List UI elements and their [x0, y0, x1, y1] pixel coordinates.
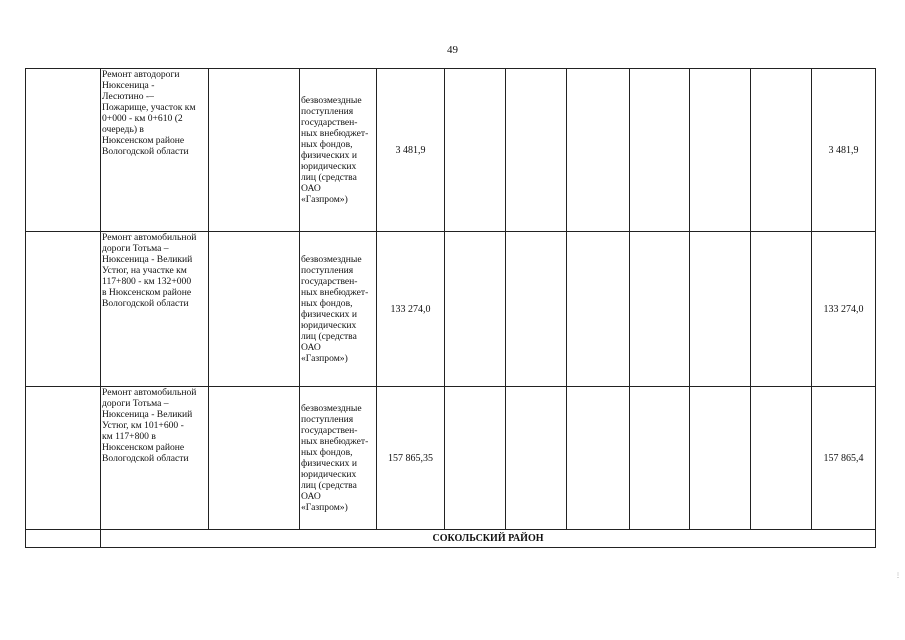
number-cell: [26, 387, 101, 530]
empty-cell: [751, 69, 812, 232]
empty-cell: [567, 232, 630, 387]
empty-cell: [209, 387, 300, 530]
empty-cell: [690, 232, 751, 387]
table-row: [26, 387, 876, 530]
empty-cell: [209, 232, 300, 387]
number-cell: [26, 232, 101, 387]
funding-source-cell: безвозмездные поступления государствен- ных внебюджет- ных фондов, физических и юридических лиц (средства ОАО «Газпром»): [300, 387, 377, 530]
budget-table: [25, 68, 876, 548]
empty-cell: [630, 387, 690, 530]
number-cell: [26, 530, 101, 548]
empty-cell: [506, 69, 567, 232]
empty-cell: [567, 69, 630, 232]
total-cell: 157 865,4: [812, 387, 876, 530]
empty-cell: [630, 232, 690, 387]
funding-source-cell: безвозмездные поступления государствен- ных внебюджет- ных фондов, физических и юридических лиц (средства ОАО «Газпром»): [300, 232, 377, 387]
region-title: СОКОЛЬСКИЙ РАЙОН: [101, 530, 876, 548]
project-name-cell: Ремонт автомобильной дороги Тотьма – Нюксеница - Великий Устюг, км 101+600 - км 117+800 в Нюксенском районе Вологодской области: [101, 387, 209, 530]
amount-cell: 133 274,0: [377, 232, 445, 387]
empty-cell: [690, 69, 751, 232]
total-cell: 133 274,0: [812, 232, 876, 387]
empty-cell: [630, 69, 690, 232]
empty-cell: [445, 387, 506, 530]
empty-cell: [209, 69, 300, 232]
empty-cell: [567, 387, 630, 530]
region-header-row: [26, 530, 876, 548]
empty-cell: [506, 232, 567, 387]
table-row: [26, 69, 876, 232]
empty-cell: [751, 387, 812, 530]
funding-source-cell: безвозмездные поступления государствен- ных внебюджет- ных фондов, физических и юридических лиц (средства ОАО «Газпром»): [300, 69, 377, 232]
total-cell: 3 481,9: [812, 69, 876, 232]
amount-cell: 3 481,9: [377, 69, 445, 232]
amount-cell: 157 865,35: [377, 387, 445, 530]
project-name-cell: Ремонт автомобильной дороги Тотьма – Нюксеница - Великий Устюг, на участке км 117+800 - км 132+000 в Нюксенском районе Вологодской области: [101, 232, 209, 387]
number-cell: [26, 69, 101, 232]
page-number: 49: [447, 44, 458, 56]
empty-cell: [751, 232, 812, 387]
scan-artifact: ⋮: [895, 573, 901, 579]
table-row: [26, 232, 876, 387]
empty-cell: [690, 387, 751, 530]
project-name-cell: Ремонт автодороги Нюксеница - Лесютино -– Пожарище, участок км 0+000 - км 0+610 (2 очередь) в Нюксенском районе Вологодской области: [101, 69, 209, 232]
empty-cell: [445, 69, 506, 232]
empty-cell: [445, 232, 506, 387]
empty-cell: [506, 387, 567, 530]
